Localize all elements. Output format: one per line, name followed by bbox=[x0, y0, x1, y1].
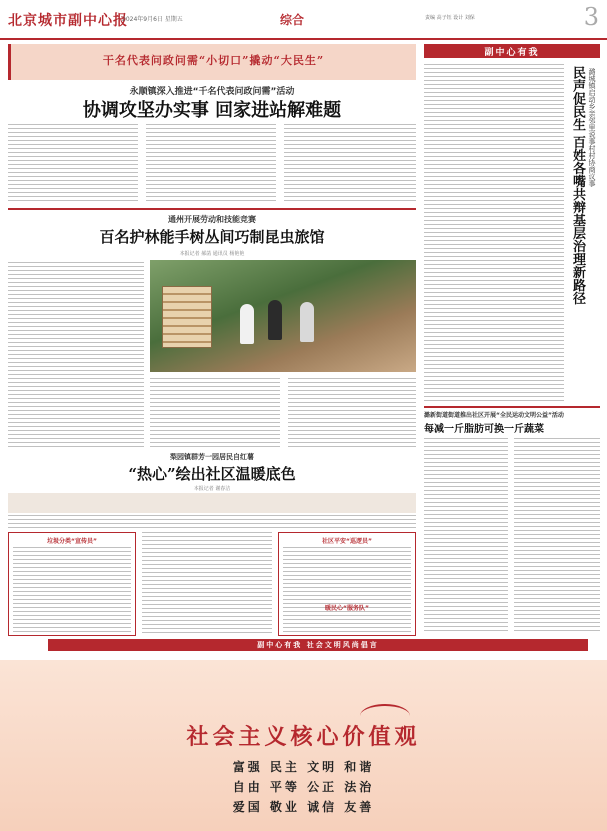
text-column bbox=[8, 124, 138, 204]
person bbox=[300, 302, 314, 342]
text-column bbox=[146, 124, 276, 204]
story2-byline: 本报记者 郝菡 通讯员 杨艳艳 bbox=[179, 251, 245, 257]
box-text bbox=[283, 547, 411, 633]
masthead bbox=[0, 0, 607, 40]
core-values-line: 自由 平等 公正 法治 bbox=[232, 780, 375, 794]
story2-kicker: 通州开展劳动和技能竞赛 bbox=[168, 215, 256, 224]
lead-body bbox=[8, 124, 416, 204]
story2-text bbox=[150, 378, 280, 448]
footer-bar bbox=[48, 639, 588, 651]
core-values-line: 富强 民主 文明 和谐 bbox=[232, 760, 375, 774]
story3-kicker: 梨园镇群芳一园居民自红薯 bbox=[170, 453, 254, 461]
story3-text bbox=[142, 532, 272, 636]
right-column-header bbox=[424, 44, 600, 58]
box-title: 垃圾分类“宣传员” bbox=[47, 538, 97, 545]
section-name: 综合 bbox=[280, 13, 305, 27]
sidebar-box bbox=[278, 532, 416, 636]
box-title: 社区平安“巡逻员” bbox=[322, 538, 372, 545]
lead-banner bbox=[8, 44, 416, 80]
box-title: 暖民心“服务队” bbox=[325, 605, 369, 612]
right-column-title[interactable]: 民声促民生 百姓各嘴共辩基层治理新路径 bbox=[570, 66, 585, 305]
right-column-subtitle: 潞城镇启动乡亲邻里说事村村协商议事 bbox=[588, 68, 596, 187]
story3-title[interactable]: “热心”绘出社区温暖底色 bbox=[128, 465, 296, 483]
sidebar-box bbox=[8, 532, 136, 636]
footer-bar-text: 副中心有我 社会文明风尚倡言 bbox=[257, 641, 379, 649]
lead-title[interactable]: 协调攻坚办实事 回家进站解难题 bbox=[82, 100, 342, 121]
right-story2-text bbox=[514, 438, 600, 634]
story2-title[interactable]: 百名护林能手树丛间巧制昆虫旅馆 bbox=[99, 228, 325, 246]
story3-intro bbox=[8, 493, 416, 513]
editor-credits: 责编 高子钰 设计 刘保 bbox=[425, 15, 475, 21]
paper-name: 北京城市副中心报 bbox=[8, 13, 128, 29]
lead-subtitle: 永顺镇深入推进“千名代表问政问需”活动 bbox=[129, 87, 295, 97]
insect-hotel bbox=[162, 286, 212, 348]
issue-date: 2024年9月6日 星期五 bbox=[122, 16, 183, 23]
story3-byline: 本报记者 谢春洁 bbox=[193, 486, 231, 492]
divider bbox=[8, 208, 416, 210]
story2-text bbox=[288, 378, 416, 448]
text-column bbox=[284, 124, 416, 204]
core-values-ad bbox=[0, 660, 607, 831]
divider bbox=[424, 406, 600, 408]
person bbox=[240, 304, 254, 344]
story2-photo bbox=[150, 260, 416, 372]
right-story2-text bbox=[424, 438, 508, 634]
core-values-line: 爱国 敬业 诚信 友善 bbox=[232, 800, 375, 814]
core-values-title: 社会主义核心价值观 bbox=[186, 724, 421, 750]
right-column-header-text: 副中心有我 bbox=[484, 48, 540, 58]
story3-text bbox=[8, 515, 416, 529]
right-column-text bbox=[424, 64, 564, 404]
right-story2-title[interactable]: 每减一斤脂肪可换一斤蔬菜 bbox=[424, 424, 544, 435]
right-column bbox=[424, 44, 600, 404]
box-text bbox=[13, 547, 131, 633]
bottom-box-title bbox=[278, 600, 416, 614]
story2-text bbox=[8, 262, 144, 448]
right-story2-kicker: 潞新街道街道推出社区开展“全民运动文明公益”活动 bbox=[424, 412, 564, 419]
person bbox=[268, 300, 282, 340]
lead-banner-text: 干名代表问政问需“小切口”撬动“大民生” bbox=[102, 54, 325, 67]
page-number: 3 bbox=[583, 3, 599, 31]
